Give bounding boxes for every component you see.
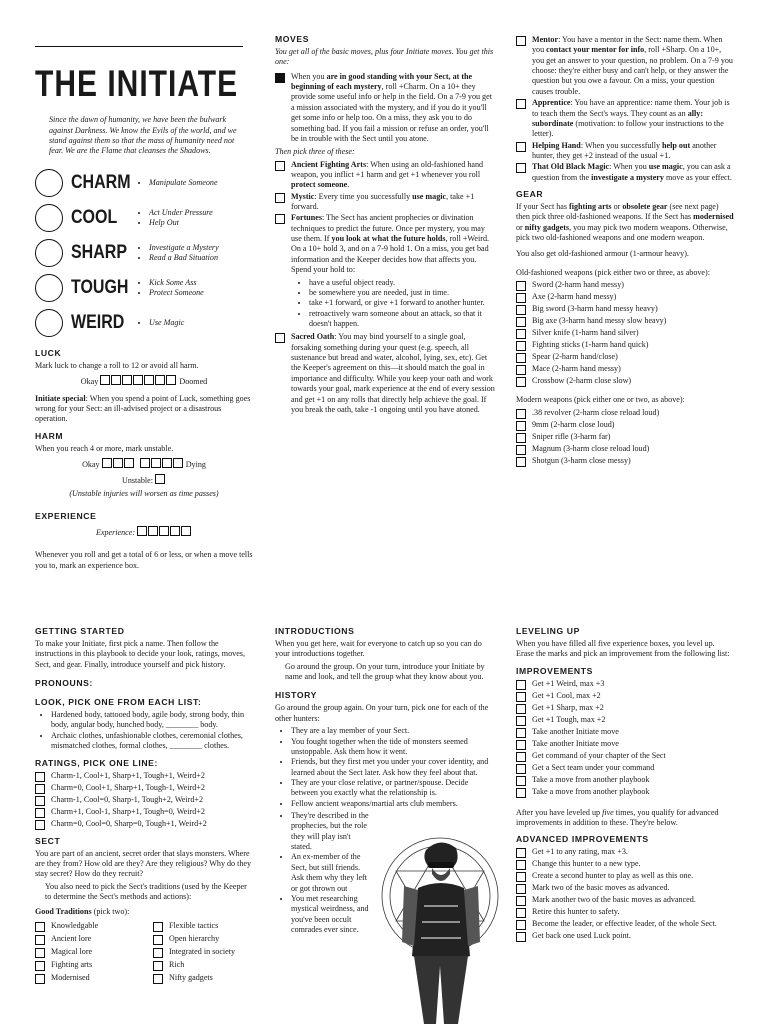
weapon-checkbox[interactable] <box>516 305 526 315</box>
tradition-checkbox[interactable] <box>35 974 45 984</box>
experience-box[interactable] <box>148 526 158 536</box>
history-option: • You fought together when the tide of monsters seemed unstoppable. Ask them how it went. <box>291 737 497 758</box>
weapon-checkbox[interactable] <box>516 445 526 455</box>
rating-lines-list <box>35 771 253 830</box>
move-text: , roll +Weird. On a 10+ hold 3, and on a 7-9 hold 1. On a miss, you get bad information and the Keeper decides how that affects you. Spend your hold to: <box>291 234 490 275</box>
special-text: : When you spend a point of Luck, something goes wrong for your Sect: an ill-advised project or a disastrous operation. <box>35 393 251 424</box>
luck-box[interactable] <box>111 375 121 385</box>
weapon-option[interactable]: .38 revolver (2-harm close reload loud) <box>516 408 734 419</box>
advanced-checkbox[interactable] <box>516 872 526 882</box>
improvement-checkbox[interactable] <box>516 788 526 798</box>
tradition-option[interactable]: Flexible tactics <box>153 921 253 932</box>
harm-box[interactable] <box>151 458 161 468</box>
pronouns-header[interactable]: PRONOUNS: <box>35 678 93 689</box>
title-rule <box>35 46 243 47</box>
rating-move: • Manipulate Someone <box>149 178 218 188</box>
harm-box[interactable] <box>162 458 172 468</box>
initiate-illustration <box>374 826 506 1024</box>
experience-label: Experience: <box>95 528 136 538</box>
advanced-checkbox[interactable] <box>516 920 526 930</box>
getting-started-header: GETTING STARTED <box>35 626 125 636</box>
rating-line-option[interactable]: Charm-1, Cool=0, Sharp-1, Tough+2, Weird+2 <box>35 795 253 806</box>
sect-text: You are part of an ancient, secret order that slays monsters. Where are they from? How old are they? Are they religious? Why do they stay secret? How do they recruit? <box>35 848 252 879</box>
luck-track <box>35 375 253 387</box>
harm-box[interactable] <box>113 458 123 468</box>
move-sect-standing <box>275 72 495 145</box>
history-option: • An ex-member of the Sect, but still friends. Ask them why they left or got thrown out <box>291 852 373 893</box>
improvement-checkbox[interactable] <box>516 704 526 714</box>
weapon-checkbox[interactable] <box>516 353 526 363</box>
experience-box[interactable] <box>159 526 169 536</box>
move-text: : You have a mentor in the Sect: name them. When you <box>532 35 723 55</box>
move-checkbox[interactable] <box>275 193 285 203</box>
move-text: : The Sect has ancient prophecies or divination techniques to predict the future. Once per mystery, you may use them. If <box>291 213 485 244</box>
weapon-option[interactable]: Mace (2-harm hand messy) <box>516 364 734 375</box>
advanced-option[interactable]: Become the leader, or effective leader, of the whole Sect. <box>516 919 734 930</box>
tradition-checkbox[interactable] <box>35 961 45 971</box>
advanced-improvements-header: ADVANCED IMPROVEMENTS <box>516 834 649 845</box>
weapon-checkbox[interactable] <box>516 293 526 303</box>
rating-line-checkbox[interactable] <box>35 784 45 794</box>
sect-traditions-text: You also need to pick the Sect's traditions (used by the Keeper to determine the Sect's methods and actions): <box>45 881 247 901</box>
column-right-top <box>516 34 734 468</box>
move-mystic <box>275 192 495 213</box>
move-name: Fortunes <box>291 213 323 223</box>
tradition-option[interactable]: Fighting arts <box>35 960 153 971</box>
rating-cool <box>35 202 253 235</box>
luck-box[interactable] <box>155 375 165 385</box>
move-checkbox[interactable] <box>275 214 285 224</box>
experience-box[interactable] <box>137 526 147 536</box>
move-text: another hunter, they get +2 instead of the usual +1. <box>532 140 717 160</box>
fortunes-option: • retroactively warn someone about an attack, so that it doesn't happen. <box>309 309 495 330</box>
luck-box[interactable] <box>133 375 143 385</box>
history-text: Go around the group again. On your turn, pick one for each of the other hunters: <box>275 703 489 723</box>
rating-move: • Use Magic <box>149 318 184 328</box>
weapon-checkbox[interactable] <box>516 457 526 467</box>
rating-sharp <box>35 237 253 270</box>
rating-line-checkbox[interactable] <box>35 808 45 818</box>
rating-move: • Investigate a Mystery <box>149 243 219 253</box>
move-checkbox[interactable] <box>516 36 526 46</box>
rating-move: • Protect Someone <box>149 288 204 298</box>
weapon-option[interactable]: Silver knife (1-harm hand silver) <box>516 328 734 339</box>
advanced-option[interactable]: Get +1 to any rating, max +3. <box>516 847 734 858</box>
pick-three-label: Then pick three of these: <box>275 147 355 157</box>
advanced-option[interactable]: Mark another two of the basic moves as advanced. <box>516 895 734 906</box>
move-text: , roll +Sharp. On a 10+, you get an answer to your question, no problem. On a 7-9 you choose: they're either busy and can't help, or they answer the question but you owe a favour. On a miss, your question causes trouble. <box>532 45 733 96</box>
move-name: Helping Hand <box>532 140 581 150</box>
move-mentor <box>516 35 734 97</box>
improvement-option[interactable]: Take a move from another playbook <box>516 787 734 798</box>
weapon-checkbox[interactable] <box>516 365 526 375</box>
move-checkbox[interactable] <box>516 142 526 152</box>
tradition-option[interactable]: Nifty gadgets <box>153 973 253 984</box>
tradition-checkbox[interactable] <box>153 922 163 932</box>
move-trigger: use magic <box>648 162 683 172</box>
tradition-option[interactable]: Rich <box>153 960 253 971</box>
experience-box[interactable] <box>170 526 180 536</box>
history-option: • Fellow ancient weapons/martial arts club members. <box>291 799 497 809</box>
rating-tough <box>35 272 253 305</box>
improvement-checkbox[interactable] <box>516 692 526 702</box>
harm-box[interactable] <box>173 458 183 468</box>
luck-box[interactable] <box>166 375 176 385</box>
weapon-checkbox[interactable] <box>516 281 526 291</box>
move-text: , take +1 forward. <box>291 191 475 212</box>
move-trigger: help out <box>662 140 691 150</box>
tradition-checkbox[interactable] <box>153 948 163 958</box>
history-option: • They are a lay member of your Sect. <box>291 726 497 736</box>
move-fortunes <box>275 213 495 331</box>
leveling-up-text: When you have filled all five experience boxes, you level up. Erase the marks and pick an improvement from the following list: <box>516 639 730 659</box>
sect-header: SECT <box>35 835 61 846</box>
improvement-checkbox[interactable] <box>516 716 526 726</box>
intro-text: Since the dawn of humanity, we have been the bulwark against Darkness. We know the Evils of the world, and we stand against them so that the mass of humanity need not fear. We are the Flame that cleanses the Shadows. <box>49 115 237 156</box>
advanced-checkbox[interactable] <box>516 884 526 894</box>
move-trigger: ally: subordinate <box>532 108 704 128</box>
rating-name: WEIRD <box>71 312 125 333</box>
history-option: • Friends, but they first met you under your cover identity, and learned about the Sect later. Ask how they feel about that. <box>291 757 497 778</box>
initiate-special <box>35 394 253 425</box>
good-traditions-label: Good Traditions (pick two): <box>35 907 130 917</box>
harm-okay-label: Okay <box>82 459 100 469</box>
tradition-checkbox[interactable] <box>35 948 45 958</box>
advanced-option[interactable]: Mark two of the basic moves as advanced. <box>516 883 734 894</box>
tradition-option[interactable]: Integrated in society <box>153 947 253 958</box>
modern-weapons-list <box>516 408 734 467</box>
rating-line-option[interactable]: Charm-1, Cool+1, Sharp+1, Tough+1, Weird+2 <box>35 771 253 782</box>
tradition-option[interactable]: Knowledgable <box>35 921 153 932</box>
weapon-checkbox[interactable] <box>516 421 526 431</box>
harm-track <box>35 458 253 470</box>
move-text: move as your effect. <box>663 172 732 182</box>
weapon-option[interactable]: Spear (2-harm hand/close) <box>516 352 734 363</box>
tradition-checkbox[interactable] <box>153 974 163 984</box>
rating-line-checkbox[interactable] <box>35 820 45 830</box>
rating-circle[interactable] <box>35 239 63 267</box>
rating-line-checkbox[interactable] <box>35 796 45 806</box>
tradition-option[interactable]: Open hierarchy <box>153 934 253 945</box>
move-text: , you can ask a question from the <box>532 162 731 182</box>
improvements-header: IMPROVEMENTS <box>516 665 593 676</box>
weapon-option[interactable]: Shotgun (3-harm close messy) <box>516 456 734 467</box>
weapon-option[interactable]: Magnum (3-harm close reload loud) <box>516 444 734 455</box>
weapon-checkbox[interactable] <box>516 377 526 387</box>
fortunes-option: • have a useful object ready. <box>309 278 495 288</box>
improvement-option[interactable]: Take another Initiate move <box>516 727 734 738</box>
history-list <box>275 726 497 809</box>
move-trigger: are in good standing with your Sect, at the beginning of each mystery <box>291 71 473 92</box>
fortunes-option: • be somewhere you are needed, just in time. <box>309 288 495 298</box>
improvement-option[interactable]: Get +1 Tough, max +2 <box>516 715 734 726</box>
experience-box[interactable] <box>181 526 191 536</box>
column-middle-top <box>275 34 495 416</box>
move-ancient-fighting-arts: Ancient Fighting Arts: When using an old-fashioned hand weapon, you inflict +1 harm and get +1 whenever you roll protect someone. <box>275 160 495 191</box>
weapon-checkbox[interactable] <box>516 433 526 443</box>
history-option: • They're described in the prophecies, but the role they will play isn't stated. <box>291 811 373 852</box>
move-text: : When you <box>609 162 649 172</box>
special-label: Initiate special <box>35 393 86 403</box>
move-checkbox-checked[interactable] <box>275 73 285 83</box>
rating-circle[interactable] <box>35 309 63 337</box>
advanced-checkbox[interactable] <box>516 860 526 870</box>
experience-header: EXPERIENCE <box>35 511 97 522</box>
improvement-option[interactable]: Get a Sect team under your command <box>516 763 734 774</box>
advanced-option[interactable]: Retire this hunter to safety. <box>516 907 734 918</box>
advanced-checkbox[interactable] <box>516 848 526 858</box>
rating-line-option[interactable]: Charm+1, Cool-1, Sharp+1, Tough=0, Weird+2 <box>35 807 253 818</box>
luck-doomed-label: Doomed <box>179 377 208 387</box>
improvements-list <box>516 679 734 798</box>
move-checkbox[interactable] <box>275 161 285 171</box>
experience-text: Whenever you roll and get a total of 6 or less, or when a move tells you to, mark an experience box. <box>35 550 253 570</box>
move-name: Sacred Oath <box>291 332 335 342</box>
luck-box[interactable] <box>100 375 110 385</box>
advanced-improvements-list <box>516 847 734 942</box>
weapon-checkbox[interactable] <box>516 409 526 419</box>
improvement-option[interactable]: Take a move from another playbook <box>516 775 734 786</box>
history-option: • You met researching mystical weirdness, and you've been occult comrades ever since. <box>291 894 373 935</box>
move-name: Mentor <box>532 35 559 44</box>
look-option: • Archaic clothes, unfashionable clothes, ceremonial clothes, mismatched clothes, formal clothes, ________ clothes. <box>51 731 253 752</box>
move-name: Apprentice <box>532 98 571 108</box>
weapon-option[interactable]: Big sword (3-harm hand messy heavy) <box>516 304 734 315</box>
improvement-option[interactable]: Get +1 Sharp, max +2 <box>516 703 734 714</box>
history-list-narrow <box>275 811 373 935</box>
leveling-up-header: LEVELING UP <box>516 626 580 636</box>
harm-dying-label: Dying <box>185 459 206 469</box>
move-text: , roll +Charm. On a 10+ they provide some useful info or help in the field. On a 7-9 you get a mission associated with the mystery, and if you do it you'll get some info or help too. On a miss, they ask you to do something bad. If you fail a mission or refuse an order, you'll be in trouble with the Sect until you atone. <box>291 82 492 143</box>
harm-text: When you reach 4 or more, mark unstable. <box>35 443 174 453</box>
weapon-option[interactable]: 9mm (2-harm close loud) <box>516 420 734 431</box>
unstable-note: (Unstable injuries will worsen as time passes) <box>69 488 219 498</box>
unstable-label: Unstable: <box>121 476 153 486</box>
improvement-checkbox[interactable] <box>516 752 526 762</box>
rating-name: TOUGH <box>71 277 129 298</box>
page-title: THE INITIATE <box>35 63 239 105</box>
gear-armour: You also get old-fashioned armour (1-armour heavy). <box>516 249 689 259</box>
move-text: (motivation: to follow your instructions to the letter). <box>532 118 724 139</box>
introductions-header: INTRODUCTIONS <box>275 626 355 636</box>
move-name: Mystic <box>291 191 315 201</box>
rating-charm <box>35 167 253 200</box>
moves-header: MOVES <box>275 34 310 44</box>
move-text: : You have an apprentice: name them. Your job is to teach them the Sect's ways. They count as an <box>532 98 730 118</box>
tradition-option[interactable]: Magical lore <box>35 947 153 958</box>
rating-line-checkbox[interactable] <box>35 772 45 782</box>
column-left-top <box>35 0 253 573</box>
history-header: HISTORY <box>275 690 317 701</box>
luck-header: LUCK <box>35 347 62 358</box>
improvement-checkbox[interactable] <box>516 728 526 738</box>
rating-circle[interactable] <box>35 204 63 232</box>
move-text: When you <box>291 71 327 81</box>
move-trigger: use magic <box>412 191 447 201</box>
good-traditions-grid <box>35 920 253 985</box>
move-name: Ancient Fighting Arts <box>291 159 367 169</box>
luck-text: Mark luck to change a roll to 12 or avoid all harm. <box>35 360 199 370</box>
improvement-checkbox[interactable] <box>516 776 526 786</box>
move-helping-hand <box>516 141 734 162</box>
old-weapons-list <box>516 280 734 387</box>
fortunes-option: • take +1 forward, or give +1 forward to another hunter. <box>309 298 495 308</box>
advanced-option[interactable]: Get back one used Luck point. <box>516 931 734 942</box>
move-text: : You may bind yourself to a single goal, forsaking something during your quest (e.g. speech, all sustenance but bread and water, alcohol, lying, sex, etc). Get the Keeper's agreement on this—it should match the goal in importance and difficulty. While you keep your oath and work towards your goal, mark experience at the end of every session and get +1 on any rolls that directly help achieve the goal. If you break the oath, take -1 ongoing until you have atoned. <box>291 332 495 414</box>
ratings-list <box>35 167 253 340</box>
improvement-checkbox[interactable] <box>516 680 526 690</box>
gear-header: GEAR <box>516 189 544 200</box>
rating-move: • Kick Some Ass <box>149 278 204 288</box>
move-name: That Old Black Magic <box>532 162 610 172</box>
weapon-checkbox[interactable] <box>516 317 526 327</box>
tradition-checkbox[interactable] <box>35 935 45 945</box>
improvement-checkbox[interactable] <box>516 764 526 774</box>
ratings-pick-header: RATINGS, PICK ONE LINE: <box>35 757 158 768</box>
tradition-option[interactable]: Modernised <box>35 973 153 984</box>
modern-weapons-intro: Modern weapons (pick either one or two, as above): <box>516 395 685 405</box>
move-text: : When you successfully <box>580 140 663 150</box>
rating-line-option[interactable]: Charm=0, Cool=0, Sharp=0, Tough+1, Weird+2 <box>35 819 253 830</box>
rating-name: COOL <box>71 207 118 228</box>
rating-weird <box>35 307 253 340</box>
moves-subtitle: You get all of the basic moves, plus four Initiate moves. You get this one: <box>275 47 494 67</box>
move-apprentice <box>516 98 734 139</box>
rating-move: • Act Under Pressure <box>149 208 213 218</box>
move-trigger: investigate a mystery <box>591 172 664 182</box>
luck-box[interactable] <box>122 375 132 385</box>
old-weapons-intro: Old-fashioned weapons (pick either two or three, as above): <box>516 267 710 277</box>
tradition-checkbox[interactable] <box>153 935 163 945</box>
look-option: • Hardened body, tattooed body, agile body, strong body, thin body, angular body, hunched body, ________ body. <box>51 710 253 731</box>
advanced-checkbox[interactable] <box>516 932 526 942</box>
tradition-checkbox[interactable] <box>35 922 45 932</box>
look-list <box>35 710 253 751</box>
move-text: : Every time you successfully <box>314 191 413 201</box>
move-trigger: contact your mentor for info <box>546 45 645 55</box>
improvement-option[interactable]: Get +1 Cool, max +2 <box>516 691 734 702</box>
gear-rules: If your Sect has fighting arts or obsolete gear (see next page) then pick three old-fashioned weapons. If the Sect has modernised or nifty gadgets, you may pick two modern weapons. Otherwise, pick two old-fashioned weapons and one modern weapon. <box>516 202 734 243</box>
unstable-box[interactable] <box>155 474 165 484</box>
weapon-option[interactable]: Sniper rifle (3-harm far) <box>516 432 734 443</box>
weapon-option[interactable]: Axe (2-harm hand messy) <box>516 292 734 303</box>
move-sacred-oath <box>275 332 495 415</box>
move-trigger: you look at what the future holds <box>331 234 446 244</box>
luck-okay-label: Okay <box>80 377 99 387</box>
move-checkbox[interactable] <box>275 333 285 343</box>
rating-move: • Help Out <box>149 218 213 228</box>
move-checkbox[interactable] <box>516 99 526 109</box>
advanced-checkbox[interactable] <box>516 908 526 918</box>
weapon-option[interactable]: Crossbow (2-harm close slow) <box>516 376 734 387</box>
improvement-option[interactable]: Take another Initiate move <box>516 739 734 750</box>
luck-box[interactable] <box>144 375 154 385</box>
introductions-turn-text: Go around the group. On your turn, introduce your Initiate by name and look, and tell the group what they know about you. <box>285 661 485 682</box>
rating-circle[interactable] <box>35 274 63 302</box>
tradition-checkbox[interactable] <box>153 961 163 971</box>
column-right-bottom <box>516 626 734 943</box>
rating-name: CHARM <box>71 172 131 193</box>
harm-header: HARM <box>35 430 64 441</box>
weapon-checkbox[interactable] <box>516 329 526 339</box>
weapon-option[interactable]: Fighting sticks (1-harm hand quick) <box>516 340 734 351</box>
weapon-option[interactable]: Big axe (3-harm hand messy slow heavy) <box>516 316 734 327</box>
improvement-option[interactable]: Get command of your chapter of the Sect <box>516 751 734 762</box>
move-text: : When using an old-fashioned hand weapon, you inflict +1 harm and get +1 whenever you roll <box>291 159 484 179</box>
experience-track <box>35 526 253 538</box>
introductions-text: When you get here, wait for everyone to catch up so you can do your introductions together. <box>275 639 482 659</box>
move-old-black-magic <box>516 162 734 183</box>
rating-line-option[interactable]: Charm=0, Cool+1, Sharp+1, Tough-1, Weird+2 <box>35 783 253 794</box>
weapon-option[interactable]: Sword (2-harm hand messy) <box>516 280 734 291</box>
history-option: • They are your close relative, or partner/spouse. Decide between you exactly what the relationship is. <box>291 778 497 799</box>
unstable-row <box>35 474 253 486</box>
look-header: LOOK, PICK ONE FROM EACH LIST: <box>35 697 202 708</box>
tradition-option[interactable]: Ancient lore <box>35 934 153 945</box>
improvement-option[interactable]: Get +1 Weird, max +3 <box>516 679 734 690</box>
harm-box[interactable] <box>140 458 150 468</box>
advanced-checkbox[interactable] <box>516 896 526 906</box>
advanced-option[interactable]: Change this hunter to a new type. <box>516 859 734 870</box>
advanced-qualify-text: After you have leveled up five times, you qualify for advanced improvements in addition to these. They're below. <box>516 807 719 828</box>
weapon-checkbox[interactable] <box>516 341 526 351</box>
rating-circle[interactable] <box>35 169 63 197</box>
advanced-option[interactable]: Create a second hunter to play as well as this one. <box>516 871 734 882</box>
move-checkbox[interactable] <box>516 163 526 173</box>
harm-box[interactable] <box>102 458 112 468</box>
rating-move: • Read a Bad Situation <box>149 253 219 263</box>
harm-box[interactable] <box>124 458 134 468</box>
column-left-bottom <box>35 626 253 985</box>
rating-name: SHARP <box>71 242 128 263</box>
getting-started-text: To make your Initiate, first pick a name. Then follow the instructions in this playbook to decide your look, ratings, moves, Sect, and gear. Finally, introduce yourself and pick history. <box>35 639 245 669</box>
improvement-checkbox[interactable] <box>516 740 526 750</box>
move-trigger: protect someone <box>291 180 348 190</box>
